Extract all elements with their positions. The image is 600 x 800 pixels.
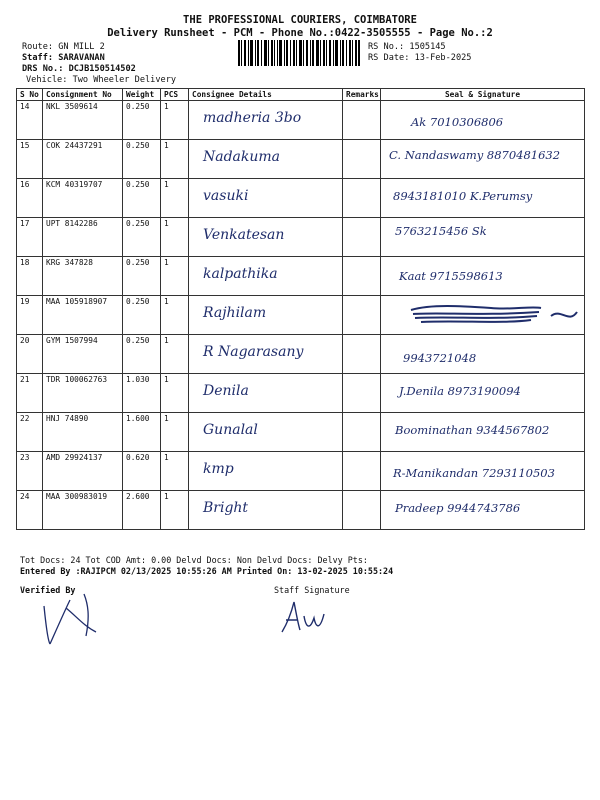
consignee-handwriting: Venkatesan <box>203 227 285 243</box>
sno-cell: 16 <box>17 179 43 218</box>
consignment-cell: GYM 1507994 <box>43 335 123 374</box>
weight-cell: 0.250 <box>123 296 161 335</box>
barcode-image <box>238 40 360 66</box>
consignee-handwriting: kalpathika <box>203 266 278 282</box>
consignee-handwriting: Denila <box>203 383 249 399</box>
route-label: Route: GN MILL 2 <box>22 42 105 52</box>
table-row <box>17 413 585 452</box>
consignment-cell: MAA 105918907 <box>43 296 123 335</box>
seal-handwriting: R-Manikandan 7293110503 <box>393 466 555 480</box>
sno-cell: 24 <box>17 491 43 530</box>
seal-signature-cell <box>381 140 585 179</box>
remarks-cell <box>343 413 381 452</box>
pcs-cell: 1 <box>161 374 189 413</box>
seal-signature-cell <box>381 218 585 257</box>
weight-cell: 0.250 <box>123 101 161 140</box>
remarks-cell <box>343 296 381 335</box>
seal-handwriting: Kaat 9715598613 <box>399 269 503 283</box>
remarks-cell <box>343 452 381 491</box>
consignment-cell: AMD 29924137 <box>43 452 123 491</box>
consignee-handwriting: Bright <box>203 500 249 516</box>
table-row <box>17 179 585 218</box>
table-row <box>17 374 585 413</box>
consignment-cell: TDR 100062763 <box>43 374 123 413</box>
seal-signature-cell <box>381 374 585 413</box>
consignee-handwriting: Rajhilam <box>203 305 267 321</box>
weight-cell: 0.620 <box>123 452 161 491</box>
consignee-handwriting: Nadakuma <box>203 149 281 165</box>
consignment-cell: UPT 8142286 <box>43 218 123 257</box>
sno-cell: 21 <box>17 374 43 413</box>
sno-cell: 14 <box>17 101 43 140</box>
col-header-weight: Weight <box>123 89 161 101</box>
sno-cell: 17 <box>17 218 43 257</box>
consignee-cell <box>189 491 343 530</box>
seal-handwriting: Ak 7010306806 <box>411 115 504 129</box>
remarks-cell <box>343 257 381 296</box>
consignment-cell: COK 24437291 <box>43 140 123 179</box>
scribble-signature <box>401 298 591 332</box>
consignee-cell <box>189 257 343 296</box>
pcs-cell: 1 <box>161 491 189 530</box>
table-row <box>17 257 585 296</box>
weight-cell: 2.600 <box>123 491 161 530</box>
remarks-cell <box>343 218 381 257</box>
runsheet-subtitle: Delivery Runsheet - PCM - Phone No.:0422-3505555 - Page No.:2 <box>107 27 493 39</box>
table-header-row <box>17 89 585 101</box>
weight-cell: 0.250 <box>123 257 161 296</box>
pcs-cell: 1 <box>161 452 189 491</box>
col-header-seal: Seal & Signature <box>381 89 585 101</box>
sno-cell: 23 <box>17 452 43 491</box>
seal-handwriting: C. Nandaswamy 8870481632 <box>389 148 561 162</box>
company-title: THE PROFESSIONAL COURIERS, COIMBATORE <box>183 14 417 26</box>
consignment-cell: KRG 347828 <box>43 257 123 296</box>
consignee-handwriting: Gunalal <box>203 422 258 438</box>
table-row <box>17 491 585 530</box>
consignee-cell <box>189 140 343 179</box>
remarks-cell <box>343 101 381 140</box>
pcs-cell: 1 <box>161 296 189 335</box>
consignment-cell: HNJ 74890 <box>43 413 123 452</box>
sno-cell: 19 <box>17 296 43 335</box>
seal-handwriting: Boominathan 9344567802 <box>395 423 550 437</box>
seal-handwriting: J.Denila 8973190094 <box>399 384 521 398</box>
remarks-cell <box>343 491 381 530</box>
table-row <box>17 218 585 257</box>
col-header-pcs: PCS <box>161 89 189 101</box>
table-row <box>17 140 585 179</box>
consignee-handwriting: R Nagarasany <box>203 344 304 360</box>
consignee-cell <box>189 335 343 374</box>
seal-signature-cell <box>381 257 585 296</box>
sno-cell: 20 <box>17 335 43 374</box>
consignee-cell <box>189 296 343 335</box>
seal-handwriting: 9943721048 <box>403 351 477 365</box>
consignment-cell: MAA 300983019 <box>43 491 123 530</box>
sno-cell: 18 <box>17 257 43 296</box>
consignee-cell <box>189 452 343 491</box>
table-row <box>17 296 585 335</box>
pcs-cell: 1 <box>161 101 189 140</box>
seal-signature-cell <box>381 335 585 374</box>
entered-by-line: Entered By :RAJIPCM 02/13/2025 10:55:26 AM Printed On: 13-02-2025 10:55:24 <box>20 566 394 576</box>
weight-cell: 0.250 <box>123 335 161 374</box>
consignee-cell <box>189 218 343 257</box>
seal-signature-cell <box>381 413 585 452</box>
seal-signature-cell <box>381 452 585 491</box>
staff-label: Staff: SARAVANAN <box>22 53 105 63</box>
seal-handwriting: 5763215456 Sk <box>395 224 487 238</box>
seal-signature-cell <box>381 179 585 218</box>
pcs-cell: 1 <box>161 218 189 257</box>
consignee-handwriting: madheria 3bo <box>203 110 302 126</box>
sno-cell: 15 <box>17 140 43 179</box>
seal-handwriting: Pradeep 9944743786 <box>395 501 521 515</box>
verified-by-label: Verified By <box>20 585 76 595</box>
staff-signature-label: Staff Signature <box>274 585 350 595</box>
consignee-cell <box>189 374 343 413</box>
sno-cell: 22 <box>17 413 43 452</box>
weight-cell: 1.030 <box>123 374 161 413</box>
consignment-cell: NKL 3509614 <box>43 101 123 140</box>
consignee-cell <box>189 413 343 452</box>
seal-handwriting: 8943181010 K.Perumsy <box>393 189 533 203</box>
seal-signature-cell <box>381 491 585 530</box>
pcs-cell: 1 <box>161 140 189 179</box>
rs-date: RS Date: 13-Feb-2025 <box>368 53 472 63</box>
pcs-cell: 1 <box>161 257 189 296</box>
table-row <box>17 101 585 140</box>
runsheet-table <box>16 88 585 530</box>
col-header-sno: S No <box>17 89 43 101</box>
col-header-consignee: Consignee Details <box>189 89 343 101</box>
pcs-cell: 1 <box>161 335 189 374</box>
seal-signature-cell <box>381 296 585 335</box>
remarks-cell <box>343 374 381 413</box>
seal-signature-cell <box>381 101 585 140</box>
remarks-cell <box>343 179 381 218</box>
remarks-cell <box>343 140 381 179</box>
consignee-handwriting: kmp <box>203 461 234 477</box>
consignee-cell <box>189 101 343 140</box>
drs-label: DRS No.: DCJB150514502 <box>22 64 136 74</box>
col-header-consignment: Consignment No <box>43 89 123 101</box>
col-header-remarks: Remarks <box>343 89 381 101</box>
weight-cell: 1.600 <box>123 413 161 452</box>
consignment-cell: KCM 40319707 <box>43 179 123 218</box>
consignee-handwriting: vasuki <box>203 188 249 204</box>
weight-cell: 0.250 <box>123 179 161 218</box>
weight-cell: 0.250 <box>123 140 161 179</box>
vehicle-label: Vehicle: Two Wheeler Delivery <box>26 75 177 85</box>
totals-line: Tot Docs: 24 Tot COD Amt: 0.00 Delvd Docs: Non Delvd Docs: Delvy Pts: <box>20 555 368 565</box>
pcs-cell: 1 <box>161 179 189 218</box>
weight-cell: 0.250 <box>123 218 161 257</box>
table-row <box>17 452 585 491</box>
verifier-signature <box>36 586 106 648</box>
pcs-cell: 1 <box>161 413 189 452</box>
staff-signature <box>278 596 338 638</box>
consignee-cell <box>189 179 343 218</box>
remarks-cell <box>343 335 381 374</box>
rs-number: RS No.: 1505145 <box>368 42 446 52</box>
table-row <box>17 335 585 374</box>
